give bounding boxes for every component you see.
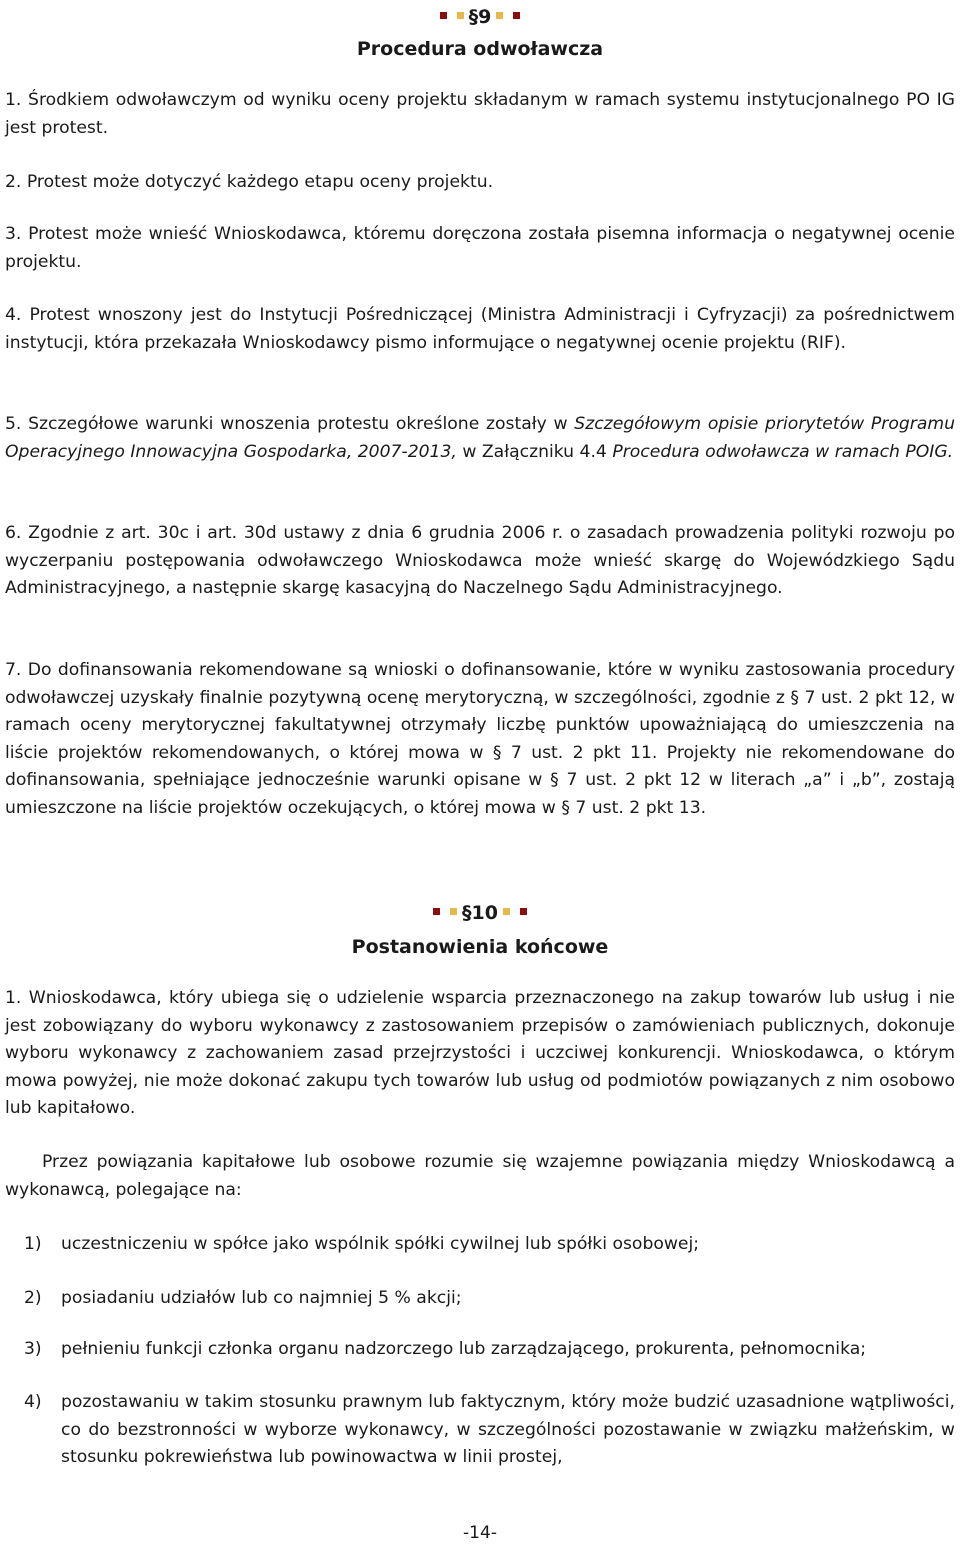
section-9-heading [0,6,960,28]
section-title: Procedura odwoławcza [356,38,604,60]
list-item [24,1336,955,1364]
paragraph: 1. Wnioskodawca, który ubiega się o udzielenie wsparcia przeznaczonego na zakup towarów lub usług i nie jest zobowiązany do wyboru wykonawcy z zastosowaniem przepisów o zamówieniach publicznych, dokonuje wyboru wykonawcy z zachowaniem zasad przejrzystości i uczciwej konkurencji. Wnioskodawca, o którym mowa powyżej, nie może dokonać zakupu tych towarów lub usług od podmiotów powiązanych z nim osobowo lub kapitałowo. [5,988,955,1118]
list-item-number: 4) [24,1392,42,1412]
section-title: Postanowienia końcowe [351,936,609,958]
section-number: §9 [468,6,492,28]
section-10-heading [0,902,960,924]
list-item [24,1285,955,1313]
page-number: -14- [463,1523,497,1543]
document-title-reference: Procedura odwoławcza w ramach POIG. [612,441,954,462]
decorative-square-icon [513,12,520,19]
paragraph: 6. Zgodnie z art. 30c i art. 30d ustawy z dnia 6 grudnia 2006 r. o zasadach prowadzenia polityki rozwoju po wyczerpaniu postępowania odwoławczego Wnioskodawca może wnieść skargę do Wojewódzkiego Sądu Administracyjnego, a następnie skargę kasacyjną do Naczelnego Sądu Administracyjnego. [5,523,955,598]
paragraph-text: w Załączniku 4.4 [456,441,613,462]
paragraph: 7. Do dofinansowania rekomendowane są wnioski o dofinansowanie, które w wyniku zastosowania procedury odwoławczej uzyskały finalnie pozytywną ocenę merytoryczną, w szczególności, zgodnie z § 7 ust. 2 pkt 12, w ramach oceny merytorycznej fakultatywnej otrzymały liczbę punktów upoważniającą do umieszczenia na liście projektów rekomendowanych, o której mowa w § 7 ust. 2 pkt 11. Projekty nie rekomendowane do dofinansowania, spełniające jednocześnie warunki opisane w § 7 ust. 2 pkt 12 w literach „a” i „b”, zostają umieszczone na liście projektów oczekujących, o której mowa w § 7 ust. 2 pkt 13. [5,660,955,818]
decorative-square-icon [520,908,527,915]
paragraph: Przez powiązania kapitałowe lub osobowe rozumie się wzajemne powiązania między Wnioskodawcą a wykonawcą, polegające na: [5,1152,955,1200]
paragraph: 1. Środkiem odwoławczym od wyniku oceny projektu składanym w ramach systemu instytucjonalnego PO IG jest protest. [5,90,955,138]
decorative-square-icon [440,12,447,19]
list-item [24,1231,955,1259]
paragraph: 3. Protest może wnieść Wnioskodawca, któremu doręczona została pisemna informacja o negatywnej ocenie projektu. [5,224,955,272]
paragraph: 4. Protest wnoszony jest do Instytucji Pośredniczącej (Ministra Administracji i Cyfryzacji) za pośrednictwem instytucji, która przekazała Wnioskodawcy pismo informujące o negatywnej ocenie projektu (RIF). [5,305,955,353]
list-item-number: 2) [24,1288,42,1308]
list-item-number: 3) [24,1339,42,1359]
list-item [24,1389,955,1472]
paragraph-text: 5. Szczegółowe warunki wnoszenia protestu określone zostały w [5,414,575,434]
list-item-text: pozostawaniu w takim stosunku prawnym lub faktycznym, który może budzić uzasadnione wątpliwości, co do bezstronności w wyborze wykonawcy, w szczególności pozostawanie w związku małżeńskim, w stosunku pokrewieństwa lub powinowactwa w linii prostej, [61,1392,955,1467]
list-item-text: uczestniczeniu w spółce jako wspólnik spółki cywilnej lub spółki osobowej; [61,1234,700,1254]
decorative-square-icon [433,908,440,915]
paragraph [5,411,955,466]
list-item-text: posiadaniu udziałów lub co najmniej 5 % akcji; [61,1288,462,1308]
paragraph: 2. Protest może dotyczyć każdego etapu oceny projektu. [5,172,494,192]
decorative-square-icon [457,12,464,19]
decorative-square-icon [496,12,503,19]
document-title-reference: Szczegółowym opisie priorytetów Programu Operacyjnego Innowacyjna Gospodarka, 2007-2013, [5,414,955,462]
list-item-text: pełnieniu funkcji członka organu nadzorczego lub zarządzającego, prokurenta, pełnomocnika; [61,1339,867,1359]
decorative-square-icon [503,908,510,915]
decorative-square-icon [450,908,457,915]
list-item-number: 1) [24,1234,42,1254]
section-number: §10 [462,902,498,924]
